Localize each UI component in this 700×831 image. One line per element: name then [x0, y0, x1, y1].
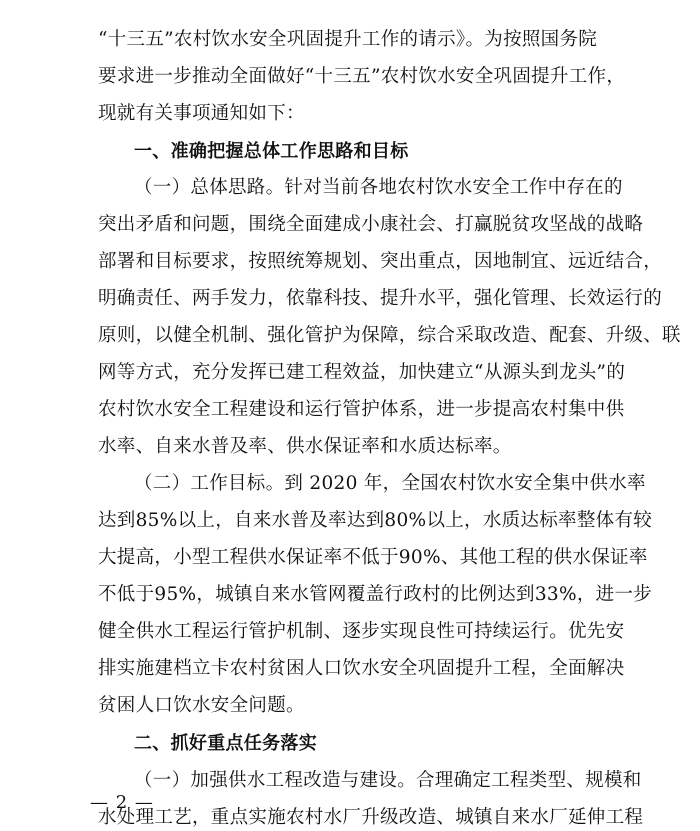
paragraph-2-line-5: 健全供水工程运行管护机制、逐步实现良性可持续运行。优先安: [98, 621, 625, 642]
paragraph-3-line-1: （一）加强供水工程改造与建设。合理确定工程类型、规模和: [134, 770, 642, 791]
paragraph-1-line-8: 水率、自来水普及率、供水保证率和水质达标率。: [98, 436, 512, 457]
paragraph-2-line-3: 大提高，小型工程供水保证率不低于90%、其他工程的供水保证率: [98, 547, 648, 568]
page-number: — 2 —: [90, 792, 154, 813]
section-heading-2: 二、抓好重点任务落实: [134, 733, 317, 754]
section-heading-1: 一、准确把握总体工作思路和目标: [134, 141, 409, 162]
intro-line-3: 现就有关事项通知如下：: [98, 103, 305, 124]
intro-line-1: “十三五”农村饮水安全巩固提升工作的请示》。为按照国务院: [98, 29, 598, 50]
paragraph-3-line-2: 水处理工艺，重点实施农村水厂升级改造、城镇自来水厂延伸工程: [98, 807, 644, 828]
paragraph-2-line-1: （二）工作目标。到 2020 年，全国农村饮水安全集中供水率: [134, 473, 646, 494]
paragraph-1-line-6: 网等方式，充分发挥已建工程效益，加快建立“从源头到龙头”的: [98, 362, 626, 383]
paragraph-1-line-7: 农村饮水安全工程建设和运行管护体系，进一步提高农村集中供: [98, 399, 625, 420]
paragraph-1-line-4: 明确责任、两手发力，依靠科技、提升水平，强化管理、长效运行的: [98, 288, 663, 309]
paragraph-2-line-7: 贫困人口饮水安全问题。: [98, 695, 305, 716]
paragraph-1-line-5: 原则，以健全机制、强化管护为保障，综合采取改造、配套、升级、联: [98, 325, 681, 346]
intro-line-2: 要求进一步推动全面做好“十三五”农村饮水安全巩固提升工作，: [98, 66, 626, 87]
paragraph-2-line-6: 排实施建档立卡农村贫困人口饮水安全巩固提升工程，全面解决: [98, 658, 625, 679]
paragraph-2-line-2: 达到85%以上，自来水普及率达到80%以上，水质达标率整体有较: [98, 510, 653, 531]
paragraph-2-line-4: 不低于95%，城镇自来水管网覆盖行政村的比例达到33%，进一步: [98, 584, 653, 605]
paragraph-1-line-1: （一）总体思路。针对当前各地农村饮水安全工作中存在的: [134, 177, 623, 198]
paragraph-1-line-3: 部署和目标要求，按照统筹规划、突出重点，因地制宜、远近结合，: [98, 251, 663, 272]
paragraph-1-line-2: 突出矛盾和问题，围绕全面建成小康社会、打赢脱贫攻坚战的战略: [98, 214, 644, 235]
